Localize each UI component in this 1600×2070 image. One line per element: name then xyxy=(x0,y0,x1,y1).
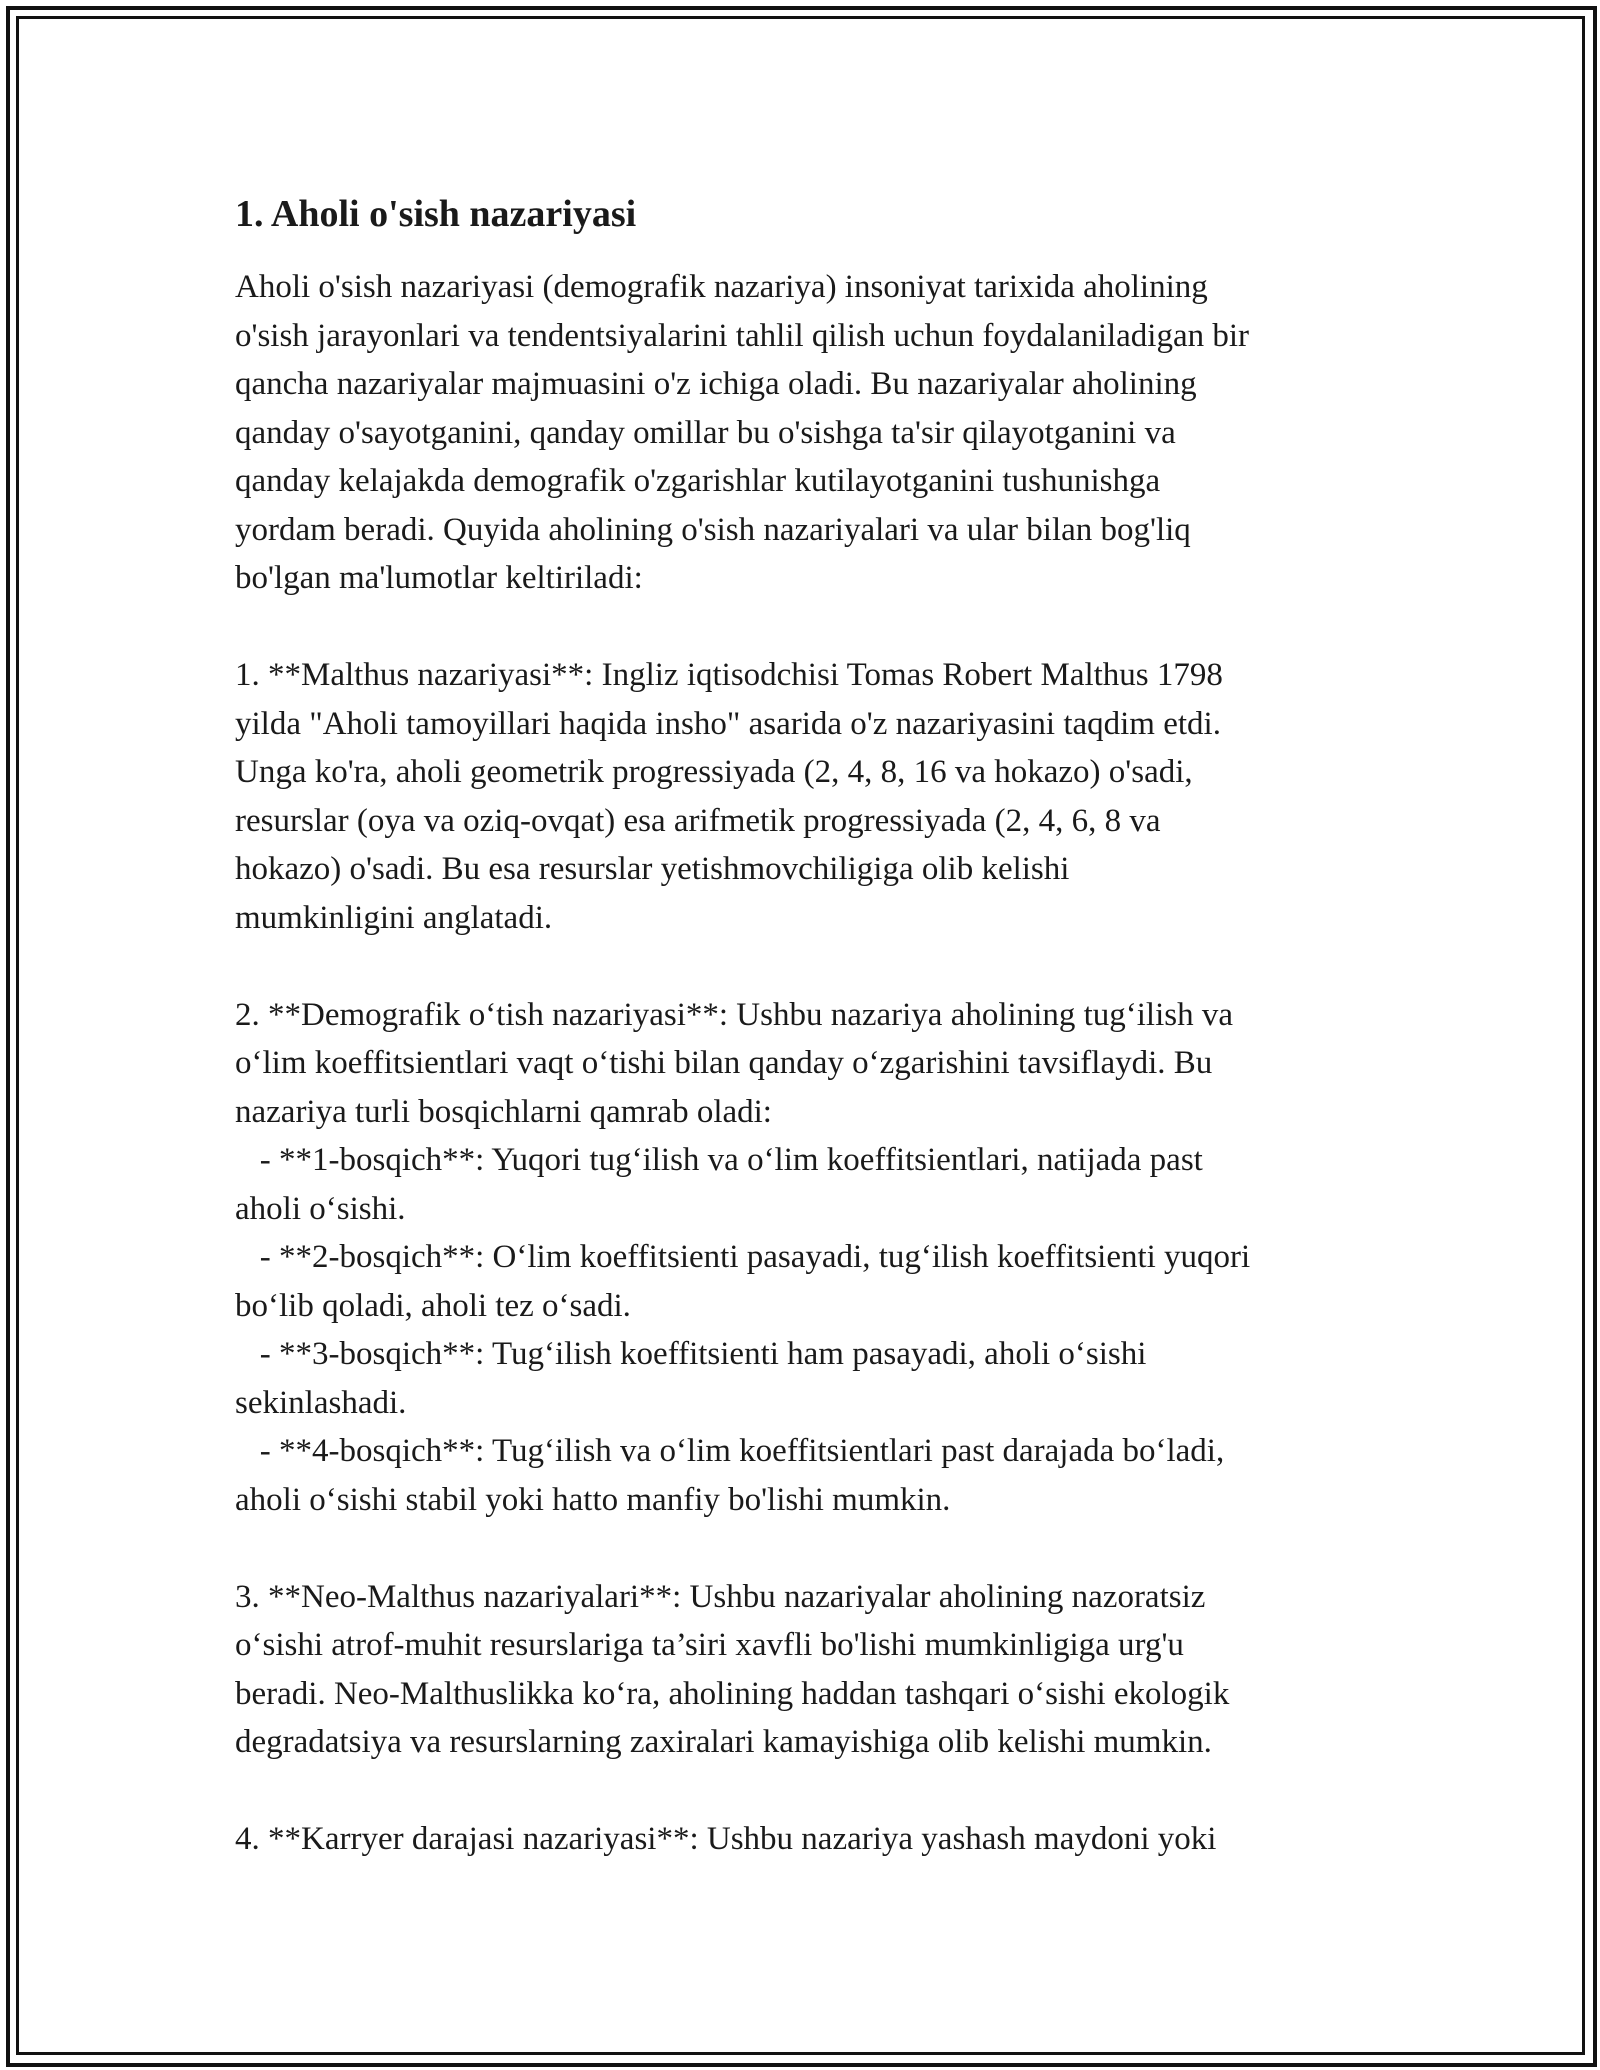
paragraph-gap xyxy=(235,1767,1370,1816)
text-line: qanday kelajakda demografik o'zgarishlar kutilayotganini tushunishga xyxy=(235,463,1161,499)
text-line: qancha nazariyalar majmuasini o'z ichiga oladi. Bu nazariyalar aholining xyxy=(235,366,1197,402)
text-line: degradatsiya va resurslarning zaxiralari kamayishiga olib kelishi mumkin. xyxy=(235,1724,1212,1760)
paragraph-gap xyxy=(235,1524,1370,1573)
text-line: aholi o‘sishi. xyxy=(235,1190,406,1227)
text-line: o‘sishi atrof-muhit resurslariga ta’siri xavfli bo'lishi mumkinligiga urg'u xyxy=(235,1627,1184,1663)
text-line: o'sish jarayonlari va tendentsiyalarini tahlil qilish uchun foydalaniladigan bir xyxy=(235,317,1250,354)
text-line: 3. **Neo-Malthus nazariyalari**: Ushbu nazariyalar aholining nazoratsiz xyxy=(235,1578,1206,1615)
text-line: hokazo) o'sadi. Bu esa resurslar yetishmovchiligiga olib kelishi xyxy=(235,851,1070,887)
intro-paragraph xyxy=(235,263,1370,603)
text-line: aholi o‘sishi stabil yoki hatto manfiy bo'lishi mumkin. xyxy=(235,1481,951,1518)
text-line: - **4-bosqich**: Tug‘ilish va o‘lim koeffitsientlari past darajada bo‘ladi, xyxy=(235,1433,1225,1469)
section-demographic-transition xyxy=(235,991,1370,1525)
text-line: 2. **Demografik o‘tish nazariyasi**: Ushbu nazariya aholining tug‘ilish va xyxy=(235,996,1234,1033)
section-carrying-capacity xyxy=(235,1815,1370,1864)
text-line: sekinlashadi. xyxy=(235,1384,407,1421)
text-line: qanday o'sayotganini, qanday omillar bu o'sishga ta'sir qilayotganini va xyxy=(235,414,1176,451)
text-line: bo'lgan ma'lumotlar keltiriladi: xyxy=(235,560,643,596)
text-line: resurslar (oya va oziq-ovqat) esa arifmetik progressiyada (2, 4, 6, 8 va xyxy=(235,802,1161,839)
text-line: o‘lim koeffitsientlari vaqt o‘tishi bilan qanday o‘zgarishini tavsiflaydi. Bu xyxy=(235,1045,1213,1081)
section-neo-malthus xyxy=(235,1573,1370,1767)
section-malthus xyxy=(235,651,1370,942)
text-line: 1. **Malthus nazariyasi**: Ingliz iqtisodchisi Tomas Robert Malthus 1798 xyxy=(235,657,1223,693)
text-line: mumkinligini anglatadi. xyxy=(235,899,553,936)
paragraph-gap xyxy=(235,942,1370,991)
text-line: Unga ko'ra, aholi geometrik progressiyada (2, 4, 8, 16 va hokazo) o'sadi, xyxy=(235,754,1193,790)
text-line: 4. **Karryer darajasi nazariyasi**: Ushbu nazariya yashash maydoni yoki xyxy=(235,1821,1217,1857)
text-line: Aholi o'sish nazariyasi (demografik nazariya) insoniyat tarixida aholining xyxy=(235,269,1208,305)
text-line: yilda "Aholi tamoyillari haqida insho" asarida o'z nazariyasini taqdim etdi. xyxy=(235,705,1221,742)
text-line: yordam beradi. Quyida aholining o'sish nazariyalari va ular bilan bog'liq xyxy=(235,511,1191,548)
document-page xyxy=(235,185,1370,1864)
text-line: bo‘lib qoladi, aholi tez o‘sadi. xyxy=(235,1287,631,1324)
text-line: - **1-bosqich**: Yuqori tug‘ilish va o‘lim koeffitsientlari, natijada past xyxy=(235,1142,1203,1178)
text-line: - **3-bosqich**: Tug‘ilish koeffitsienti ham pasayadi, aholi o‘sishi xyxy=(235,1336,1147,1372)
paragraph-gap xyxy=(235,603,1370,652)
text-line: nazariya turli bosqichlarni qamrab oladi: xyxy=(235,1093,772,1130)
text-line: beradi. Neo-Malthuslikka ko‘ra, aholining haddan tashqari o‘sishi ekologik xyxy=(235,1675,1230,1712)
text-line: - **2-bosqich**: O‘lim koeffitsienti pasayadi, tug‘ilish koeffitsienti yuqori xyxy=(235,1239,1251,1275)
document-title: 1. Aholi o'sish nazariyasi xyxy=(235,193,637,235)
